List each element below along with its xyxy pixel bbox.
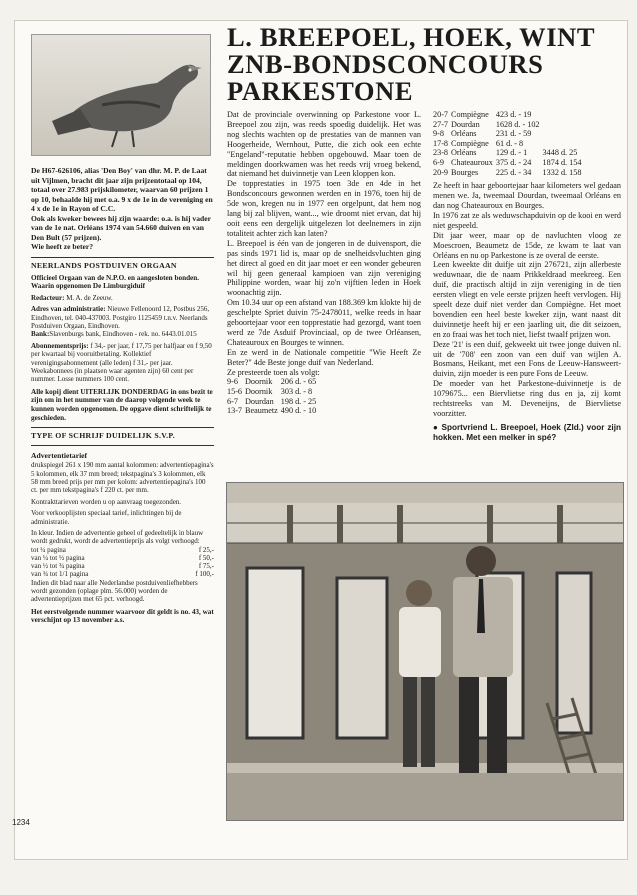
headline bbox=[227, 24, 627, 105]
caption-line-3: Wie heeft ze beter? bbox=[31, 242, 94, 251]
article-column-2 bbox=[433, 110, 621, 443]
caption-line-2: Ook als kweker bewees hij zijn waarde: o.a. is hij vader van de 1e nat. Orléans 1974 van 54.660 duiven en van Den Bult (57 prijzen). bbox=[31, 213, 211, 242]
result-row bbox=[433, 148, 584, 158]
result-value: 61 d. - 8 bbox=[495, 138, 524, 148]
left-column bbox=[31, 34, 214, 818]
result-value: 206 d. - 65 bbox=[280, 377, 317, 387]
result-extra bbox=[543, 129, 585, 139]
result-date: 6-7 bbox=[227, 396, 238, 406]
result-row bbox=[433, 139, 584, 149]
result-value: 1628 d. - 102 bbox=[495, 119, 540, 129]
result-date: 15-6 bbox=[227, 387, 243, 397]
adres-line bbox=[31, 305, 214, 339]
result-date: 6-9 bbox=[433, 157, 444, 167]
article-paragraph: Om 10.34 uur op een afstand van 188.369 km klokte hij de geschelpte Spriet duivin 75-2478011, welke reeds in haar geboortejaar voor een topprestatie had gezorgd, want toen werd ze 7de Asduif Provinciaal, op de twee Orléansen, Chateauroux en Bourges te winnen. bbox=[227, 298, 421, 347]
result-place: Compiègne bbox=[451, 110, 489, 119]
result-place: Doornik bbox=[245, 387, 273, 397]
result-value: 198 d. - 25 bbox=[280, 396, 317, 406]
rate-size: tot ¼ pagina bbox=[31, 545, 66, 554]
article-paragraph: L. Breepoel is één van de jongeren in de duivensport, die pas sinds 1971 lid is, maar op de snelheidsvluchten ging het direct al goed en dit jaar moet er een wonder gebeuren wil hij geen generaal kampioen van zijn vereniging Philippine worden, waar hij zo'n vijftien leden in Hoek woonachtig zijn. bbox=[227, 238, 421, 298]
ads-text-1: drukspiegel 261 x 190 mm aantal kolommen: advertentiepagina's 5 kolommen, elk 37 mm breed; tekstpagina's 3 kolommen, elk 58 mm breed prijs per mm per kolom: advertentiepagina's 100 ct. per mm tekstpagina's f 220 ct. per mm. bbox=[31, 461, 214, 495]
result-date: 17-8 bbox=[433, 138, 449, 148]
result-value: 231 d. - 59 bbox=[495, 129, 532, 139]
article-paragraph: Deze '21' is een duif, gekweekt uit twee jonge duiven nl. uit de '708' een zoon van een duif van wijlen A. Bosmans, Heikant, met een Fons de Leeuw-Hansweert-duivin, zijn moeder is een pure Fons de Leeuw. bbox=[433, 339, 621, 379]
article-paragraph: En ze werd in de Nationale competitie "Wie Heeft Ze Beter?" 4de Beste jonge duif van Nederland. bbox=[227, 347, 421, 367]
result-place: Chateauroux bbox=[451, 157, 493, 167]
ads-text-2: Kontrakttarieven worden u op aanvraag toegezonden. bbox=[31, 497, 182, 506]
kopij-notice: Alle kopij dient UITERLIJK DONDERDAG in ons bezit te zijn om in het nummer van de daarop volgende week te kunnen worden opgenomen. De opgave dient schriftelijk te geschieden. bbox=[31, 387, 213, 422]
result-date: 27-7 bbox=[433, 119, 449, 129]
main-photo bbox=[226, 482, 624, 821]
article-paragraph: Dat de provinciale overwinning op Parkestone voor L. Breepoel zou zijn, was reeds spoedig duidelijk. Het was nog slechts wachten op de prestaties van de mannen van Hoogerheide, Wernhout, Putte, die zich ook een echte "Engeland"-reputatie hebben opgebouwd. Maar toen de meldingen doorkwamen was het reeds vrij vroeg bekend, dat niemand het duivinnetje van Leen kloppen kon. bbox=[227, 110, 421, 179]
result-row bbox=[227, 377, 319, 387]
article-paragraph: De topprestaties in 1975 toen 3de en 4de in het Bondsconcours gewonnen werden en in 1976, toen hij de 5de won, kregen nu in 1977 een orgelpunt, dat hem nog lang bij zal blijven, want..., wie droomt niet ervan, dat hij ooit eens een dergelijk uitgelezen lot deelnemers in zijn totaliteit achter zich kan laten? bbox=[227, 179, 421, 238]
caption-line-1: De H67-626106, alias 'Den Boy' van dhr. M. P. de Laat uit Vijlmen, bracht dit jaar zijn prijzentotaal op 104, totaal over 27.983 prijskilometer, waarvan 60 prijzen 1 op 10, behaalde hij met o.a. 9 x de 1e in de vereniging en 4 x de 1e in Rayon of C.C. bbox=[31, 166, 213, 213]
next-issue-notice: Het eerstvolgende nummer waarvoor dit geldt is no. 43, wat verschijnt op 13 november a.s. bbox=[31, 607, 214, 625]
loft-photo-illustration bbox=[227, 483, 623, 820]
adres-value: Nieuwe Fellenoord 12, Postbus 256, Eindhoven, tel. 040-437003. Postgiro 1125459 t.n.v. Neerlands Postduiven Orgaan, Eindhoven. bbox=[31, 305, 210, 330]
abon-line bbox=[31, 342, 214, 384]
result-place: Compiègne bbox=[451, 138, 489, 148]
results-table-1 bbox=[227, 377, 319, 415]
result-value: 375 d. - 24 bbox=[495, 157, 532, 167]
result-value: 490 d. - 10 bbox=[280, 406, 317, 416]
pigeon-illustration bbox=[32, 35, 210, 155]
org-title: NEERLANDS POSTDUIVEN ORGAAN bbox=[31, 260, 177, 270]
result-extra bbox=[543, 110, 585, 120]
divider bbox=[31, 427, 214, 428]
rate-price: f 75,- bbox=[198, 562, 214, 571]
bullet-icon: ● bbox=[433, 422, 439, 432]
rate-size: van ¼ tot ½ pagina bbox=[31, 553, 85, 562]
article-paragraph: Ze heeft in haar geboortejaar haar kilometers wel gedaan menen we. Ja, tweemaal Dourdan, tweemaal Orléans en dan nog Chateauroux en Bourges. bbox=[433, 181, 621, 210]
article-paragraph: Ze presteerde toen als volgt: bbox=[227, 367, 320, 377]
page-number: 1234 bbox=[12, 818, 30, 827]
rate-row bbox=[31, 562, 214, 570]
result-extra bbox=[543, 139, 585, 149]
result-row bbox=[227, 406, 319, 416]
result-extra bbox=[543, 120, 585, 130]
photo-caption bbox=[31, 166, 214, 252]
rate-row bbox=[31, 570, 214, 578]
divider bbox=[31, 445, 214, 446]
bank-value: Slavenburgs bank, Eindhoven - rek. no. 6443.01.015 bbox=[49, 330, 197, 339]
result-row bbox=[433, 168, 584, 178]
type-notice: TYPE OF SCHRIJF DUIDELIJK S.V.P. bbox=[31, 431, 175, 441]
bullet-text: Sportvriend L. Breepoel, Hoek (Zld.) voor zijn hokken. Met een melker in spé? bbox=[433, 422, 621, 442]
result-value: 423 d. - 19 bbox=[495, 110, 532, 119]
article-column-1 bbox=[227, 110, 421, 416]
result-row bbox=[433, 120, 584, 130]
pigeon-photo bbox=[31, 34, 211, 156]
redacteur-value: M. A. de Zeeuw. bbox=[66, 293, 113, 302]
result-date: 23-8 bbox=[433, 148, 449, 158]
result-row bbox=[433, 158, 584, 168]
abon-label: Abonnementsprijs: bbox=[31, 341, 89, 350]
adres-label: Adres van administratie: bbox=[31, 305, 106, 314]
result-date: 13-7 bbox=[227, 406, 243, 416]
result-row bbox=[227, 387, 319, 397]
redacteur-label: Redacteur: bbox=[31, 293, 65, 302]
result-extra: 1874 d. 154 bbox=[542, 157, 582, 167]
rates-table bbox=[31, 546, 214, 579]
headline-line-3: PARKESTONE bbox=[227, 76, 414, 106]
photo-bullet-caption bbox=[433, 423, 621, 443]
rate-price: f 100,- bbox=[195, 570, 214, 579]
rate-row bbox=[31, 554, 214, 562]
article-paragraph: Dit jaar weer, maar op de navluchten vloog ze Moescroen, Beaumetz de 15de, ze kwam te laat van Orléans en nu op Parkestone is ze overal de eerste. bbox=[433, 230, 621, 260]
rate-row bbox=[31, 546, 214, 554]
rate-size: van ½ tot ¾ pagina bbox=[31, 562, 85, 571]
headline-line-2: ZNB-BONDSCONCOURS bbox=[227, 49, 544, 79]
org-official: Officieel Orgaan van de N.P.O. en aangesloten bonden. Waarin opgenomen De Limburgiduif bbox=[31, 273, 200, 291]
result-place: Dourdan bbox=[451, 119, 480, 129]
result-date: 20-7 bbox=[433, 110, 449, 119]
result-date: 9-6 bbox=[227, 377, 238, 387]
redacteur-line bbox=[31, 294, 214, 302]
result-extra: 3448 d. 25 bbox=[542, 148, 578, 158]
article-paragraph: De moeder van het Parkestone-duivinnetje is de 1079675... een Biervlietse ring dus en ja, zij komt rechtstreeks van M. Deveneijns, de Biervlietse voorzitter. bbox=[433, 379, 621, 418]
result-place: Orléans bbox=[451, 148, 477, 158]
result-extra: 1332 d. 158 bbox=[542, 167, 582, 177]
article-paragraph: Leen kweekte dit duifje uit zijn 276721, zijn allerbeste weduwnaar, die de naam Prikkeldraad meekreeg. Een duif, die practisch altijd in zijn vereniging in de tien eersten vliegt en vele eerste prijzen heeft vervlogen. Hij speelt deze duif niet verder dan Compiègne. Het moet bovendien een heel beste kweker zijn, want naast dit duivinnetje heeft hij er een jaarling uit, die dit seizoen, en zo fraai was het toch niet, liefst twaalf prijzen won. bbox=[433, 260, 621, 339]
result-date: 9-8 bbox=[433, 129, 444, 139]
result-value: 225 d. - 34 bbox=[495, 167, 532, 177]
divider bbox=[31, 257, 214, 258]
ads-text-4: In kleur. Indien de advertentie geheel of gedeeltelijk in blauw wordt gedrukt, wordt de advertentieprijs als volgt verhoogd: bbox=[31, 528, 204, 546]
ads-title: Advertentietarief bbox=[31, 451, 88, 461]
result-row bbox=[433, 129, 584, 139]
result-value: 303 d. - 8 bbox=[280, 387, 313, 397]
rate-price: f 25,- bbox=[198, 545, 214, 554]
result-date: 20-9 bbox=[433, 167, 449, 177]
result-row bbox=[227, 397, 319, 407]
result-row bbox=[433, 110, 584, 120]
abon-value: f 34,- per jaar, f 17,75 per halfjaar en f 9,50 per kwartaal bij vooruitbetaling. Kollektief verenigingsabonnement (alle leden) f 31,- per jaar. Weekabonnees (in plaatsen waar agenten zijn) 60 cent per nummer. Losse nummers 100 cent. bbox=[31, 341, 212, 384]
result-value: 129 d. - 1 bbox=[495, 148, 528, 158]
rate-size: van ¾ tot 1/1 pagina bbox=[31, 570, 89, 579]
ads-text-5: Indien dit blad naar alle Nederlandse postduivenliefhebbers wordt gezonden (oplage plm. 56.000) worden de advertentieprijzen met 65 pct. verhoogd. bbox=[31, 578, 198, 604]
bank-label: Bank: bbox=[31, 330, 50, 339]
headline-line-1: L. BREEPOEL, HOEK, WINT bbox=[227, 22, 596, 52]
article-paragraph: In 1976 zat ze als weduwschapduivin op de kooi en werd niet gespeeld. bbox=[433, 210, 621, 230]
ads-text-3: Voor verkooplijsten speciaal tarief, inlichtingen bij de administratie. bbox=[31, 509, 182, 526]
result-place: Doornik bbox=[245, 377, 273, 387]
result-place: Beaumetz bbox=[245, 406, 278, 416]
result-place: Bourges bbox=[451, 167, 479, 177]
result-place: Orléans bbox=[451, 129, 477, 139]
rate-price: f 50,- bbox=[198, 553, 214, 562]
results-table-2 bbox=[433, 110, 584, 177]
result-place: Dourdan bbox=[245, 396, 274, 406]
